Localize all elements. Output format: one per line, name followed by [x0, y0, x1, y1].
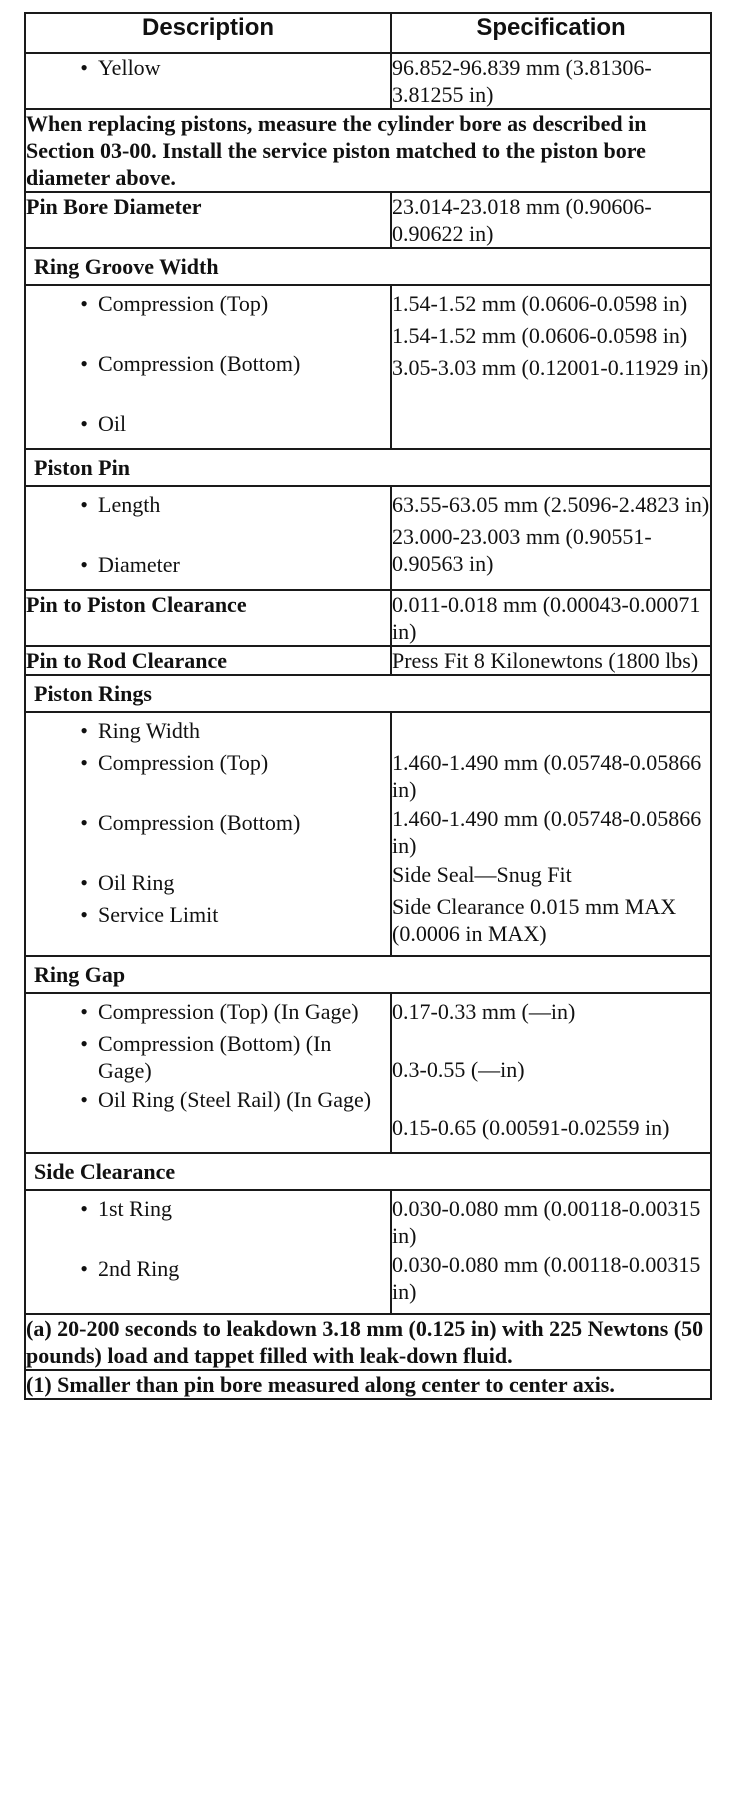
list-item	[26, 717, 390, 747]
bullet: •	[80, 291, 88, 316]
item-label: Compression (Top) (In Gage)	[98, 999, 359, 1024]
spec-value	[392, 717, 710, 747]
piston-pin-title: Piston Pin	[25, 449, 711, 486]
list-item	[26, 491, 390, 521]
spec-value: 0.3-0.55 (—in)	[392, 1057, 525, 1082]
spec-value: 3.05-3.03 mm (0.12001-0.11929 in)	[392, 355, 709, 380]
table-row	[25, 1190, 711, 1314]
item-label: Ring Width	[98, 718, 200, 743]
item-label: Compression (Top)	[98, 750, 269, 775]
list-item	[26, 998, 390, 1028]
bullet: •	[80, 999, 88, 1024]
item-label: Oil	[98, 411, 127, 436]
item-label: Compression (Bottom)	[98, 810, 301, 835]
table-row	[25, 1314, 711, 1370]
item-label: Length	[98, 492, 161, 517]
item-label: Diameter	[98, 552, 180, 577]
footnote-1: (1) Smaller than pin bore measured along center to center axis.	[25, 1370, 711, 1399]
description-cell	[25, 993, 391, 1153]
table-row	[25, 53, 711, 109]
bullet: •	[80, 492, 88, 517]
bullet: •	[80, 411, 88, 436]
bullet: •	[80, 870, 88, 895]
list-item	[26, 901, 390, 931]
bullet: •	[80, 1256, 88, 1281]
pin-bore-label: Pin Bore Diameter	[25, 192, 391, 248]
item-label: Service Limit	[98, 902, 219, 927]
table-row	[25, 486, 711, 590]
category-row	[25, 449, 711, 486]
header-row	[25, 13, 711, 53]
spec-cell	[391, 486, 711, 590]
table-row	[25, 993, 711, 1153]
table-row	[25, 109, 711, 192]
list-item	[26, 350, 390, 380]
list-item	[26, 869, 390, 899]
spec-cell	[391, 712, 711, 956]
spec-cell: 96.852-96.839 mm (3.81306-3.81255 in)	[391, 53, 711, 109]
spec-value: 0.030-0.080 mm (0.00118-0.00315 in)	[392, 1252, 701, 1304]
specification-header: Specification	[391, 13, 711, 53]
description-cell	[25, 486, 391, 590]
table-row	[25, 712, 711, 956]
bullet: •	[80, 1196, 88, 1221]
item-label: Yellow	[98, 55, 161, 80]
item-label: Oil Ring (Steel Rail) (In Gage)	[98, 1087, 372, 1112]
spec-value: 0.17-0.33 mm (—in)	[392, 999, 576, 1024]
spec-value: 0.030-0.080 mm (0.00118-0.00315 in)	[392, 1196, 701, 1248]
specification-table	[24, 12, 712, 1400]
pin-to-piston-spec: 0.011-0.018 mm (0.00043-0.00071 in)	[391, 590, 711, 646]
spec-value: 1.460-1.490 mm (0.05748-0.05866 in)	[392, 750, 702, 802]
spec-sheet	[24, 12, 710, 1400]
spec-value: 1.54-1.52 mm (0.0606-0.0598 in)	[392, 291, 688, 316]
bullet: •	[80, 55, 88, 80]
description-cell	[25, 1190, 391, 1314]
category-row	[25, 248, 711, 285]
list-item	[26, 290, 390, 320]
list-item	[26, 1195, 390, 1225]
item-label: Oil Ring	[98, 870, 175, 895]
description-cell	[25, 285, 391, 449]
pin-to-piston-label: Pin to Piston Clearance	[25, 590, 391, 646]
list-item	[26, 551, 390, 581]
spec-value: 23.000-23.003 mm (0.90551-0.90563 in)	[392, 524, 652, 576]
table-row	[25, 590, 711, 646]
spec-value: Side Clearance 0.015 mm MAX (0.0006 in MAX)	[392, 894, 677, 946]
list-item	[26, 749, 390, 779]
spec-cell	[391, 993, 711, 1153]
description-header: Description	[25, 13, 391, 53]
bullet: •	[80, 1031, 88, 1056]
item-label: 2nd Ring	[98, 1256, 180, 1281]
item-label: Compression (Bottom) (In Gage)	[98, 1031, 332, 1083]
spec-value: 1.460-1.490 mm (0.05748-0.05866 in)	[392, 806, 702, 858]
table-row	[25, 192, 711, 248]
footnote-a: (a) 20-200 seconds to leakdown 3.18 mm (0.125 in) with 225 Newtons (50 pounds) load and tappet filled with leak-down fluid.	[25, 1314, 711, 1370]
side-clearance-title: Side Clearance	[25, 1153, 711, 1190]
replace-note: When replacing pistons, measure the cylinder bore as described in Section 03-00. Install the service piston matched to the piston bore diameter above.	[25, 109, 711, 192]
bullet: •	[80, 351, 88, 376]
spec-cell	[391, 285, 711, 449]
pin-bore-spec: 23.014-23.018 mm (0.90606-0.90622 in)	[391, 192, 711, 248]
description-cell	[25, 712, 391, 956]
bullet: •	[80, 750, 88, 775]
bullet: •	[80, 1087, 88, 1112]
spec-cell	[391, 1190, 711, 1314]
category-row	[25, 956, 711, 993]
list-item	[26, 809, 390, 839]
list-item	[26, 1086, 390, 1116]
pin-to-rod-spec: Press Fit 8 Kilonewtons (1800 lbs)	[391, 646, 711, 675]
pin-to-rod-label: Pin to Rod Clearance	[25, 646, 391, 675]
ring-groove-title: Ring Groove Width	[25, 248, 711, 285]
item-label: 1st Ring	[98, 1196, 172, 1221]
table-row	[25, 285, 711, 449]
piston-rings-title: Piston Rings	[25, 675, 711, 712]
table-row	[25, 646, 711, 675]
item-label: Compression (Bottom)	[98, 351, 301, 376]
spec-value: 63.55-63.05 mm (2.5096-2.4823 in)	[392, 492, 710, 517]
spec-value: 1.54-1.52 mm (0.0606-0.0598 in)	[392, 323, 688, 348]
item-label: Compression (Top)	[98, 291, 269, 316]
category-row	[25, 1153, 711, 1190]
ring-gap-title: Ring Gap	[25, 956, 711, 993]
description-cell	[25, 53, 391, 109]
spec-value: Side Seal—Snug Fit	[392, 862, 572, 887]
bullet: •	[80, 902, 88, 927]
spec-value: 0.15-0.65 (0.00591-0.02559 in)	[392, 1115, 670, 1140]
bullet: •	[80, 810, 88, 835]
list-item	[26, 1030, 390, 1084]
list-item	[26, 1255, 390, 1285]
bullet: •	[80, 718, 88, 743]
table-row	[25, 1370, 711, 1399]
category-row	[25, 675, 711, 712]
bullet: •	[80, 552, 88, 577]
list-item	[26, 410, 390, 440]
